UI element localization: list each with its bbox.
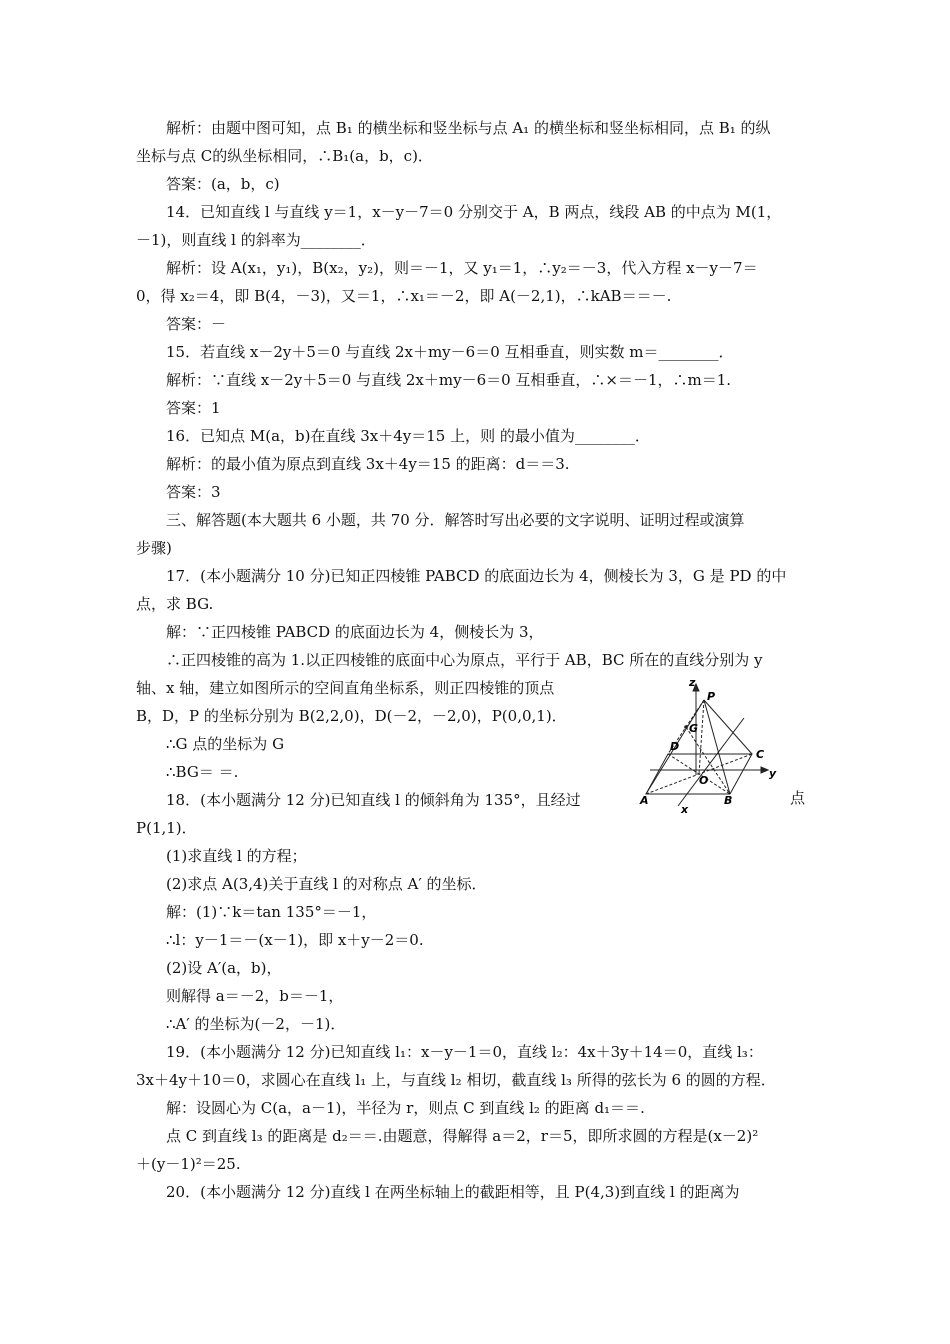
- text-line: 解：∵正四棱锥 PABCD 的底面边长为 4，侧棱长为 3，: [166, 623, 544, 641]
- text-line: 解析：设 A(x₁，y₁)，B(x₂，y₂)，则＝－1，又 y₁＝1，∴y₂＝－3，代入方程 x－y－7＝: [166, 259, 758, 277]
- label-g: G: [689, 722, 699, 735]
- text-line: 解：(1)∵k＝tan 135°＝－1，: [166, 903, 377, 921]
- text-line: 坐标与点 C的纵坐标相同，∴B₁(a，b，c)．: [136, 147, 433, 165]
- label-a: A: [640, 794, 649, 807]
- text-line: 则解得 a＝－2，b＝－1，: [166, 987, 344, 1005]
- text-line: 步骤): [136, 539, 172, 557]
- text-line: ∴A′ 的坐标为(－2，－1)．: [166, 1015, 346, 1033]
- text-line: P(1,1)．: [136, 819, 197, 837]
- label-b: B: [724, 794, 733, 807]
- text-line: 14．已知直线 l 与直线 y＝1，x－y－7＝0 分别交于 A，B 两点，线段 AB 的中点为 M(1，: [166, 203, 782, 221]
- text-line: ∴G 点的坐标为 G: [166, 735, 285, 753]
- label-z: z: [689, 676, 696, 689]
- text-line: 答案：(a，b，c): [166, 175, 280, 193]
- text-line: 轴、x 轴，建立如图所示的空间直角坐标系，则正四棱锥的顶点: [136, 679, 555, 697]
- text-line: 解：设圆心为 C(a，a－1)，半径为 r，则点 C 到直线 l₂ 的距离 d₁＝＝.: [166, 1099, 645, 1117]
- text-line: 答案：1: [166, 399, 221, 417]
- pyramid-figure: [632, 670, 782, 815]
- label-y: y: [769, 767, 777, 780]
- point-g: [684, 725, 688, 729]
- text-line: (2)求点 A(3,4)关于直线 l 的对称点 A′ 的坐标．: [166, 875, 487, 893]
- text-line: 20．(本小题满分 12 分)直线 l 在两坐标轴上的截距相等，且 P(4,3)到直线 l 的距离为: [166, 1183, 740, 1201]
- height-po: [699, 700, 704, 774]
- text-line: 解析：的最小值为原点到直线 3x＋4y＝15 的距离：d＝＝3.: [166, 455, 570, 473]
- label-d: D: [670, 740, 680, 753]
- text-fragment: 点: [790, 789, 806, 807]
- text-line: ∴BG＝ ＝.: [166, 763, 239, 781]
- text-line: ∴l：y－1＝－(x－1)，即 x＋y－2＝0.: [166, 931, 424, 949]
- text-line: 18．(本小题满分 12 分)已知直线 l 的倾斜角为 135°，且经过: [166, 791, 581, 809]
- text-line: ∴正四棱锥的高为 1.以正四棱锥的底面中心为原点，平行于 AB，BC 所在的直线分别为 y: [166, 651, 763, 669]
- text-line: 解析：由题中图可知，点 B₁ 的横坐标和竖坐标与点 A₁ 的横坐标和竖坐标相同，点 B₁ 的纵: [166, 119, 771, 137]
- text-line: 答案：3: [166, 483, 221, 501]
- text-line: 三、解答题(本大题共 6 小题，共 70 分．解答时写出必要的文字说明、证明过程或演算: [166, 511, 745, 529]
- text-line: 15．若直线 x－2y＋5＝0 与直线 2x＋my－6＝0 互相垂直，则实数 m＝________．: [166, 343, 734, 361]
- label-p: P: [707, 690, 716, 703]
- text-line: 答案：－: [166, 315, 227, 333]
- text-line: 0，得 x₂＝4，即 B(4，－3)，又＝1，∴x₁＝－2，即 A(－2,1)，∴kAB＝＝－.: [136, 287, 672, 305]
- label-c: C: [756, 748, 765, 761]
- text-line: 点，求 BG.: [136, 595, 214, 613]
- text-line: 19．(本小题满分 12 分)已知直线 l₁：x－y－1＝0，直线 l₂：4x＋3y＋14＝0，直线 l₃：: [166, 1043, 763, 1061]
- x-axis: [678, 718, 744, 806]
- text-line: 17．(本小题满分 10 分)已知正四棱锥 PABCD 的底面边长为 4，侧棱长为 3，G 是 PD 的中: [166, 567, 787, 585]
- text-line: 16．已知点 M(a，b)在直线 3x＋4y＝15 上，则 的最小值为________．: [166, 427, 650, 445]
- y-arrow: [761, 767, 768, 773]
- text-line: 3x＋4y＋10＝0，求圆心在直线 l₁ 上，与直线 l₂ 相切，截直线 l₃ 所得的弦长为 6 的圆的方程．: [136, 1071, 776, 1089]
- text-line: ＋(y－1)²＝25.: [136, 1155, 241, 1173]
- text-line: B，D，P 的坐标分别为 B(2,2,0)，D(－2，－2,0)，P(0,0,1)．: [136, 707, 567, 725]
- text-line: 解析：∵直线 x－2y＋5＝0 与直线 2x＋my－6＝0 互相垂直，∴×＝－1，∴m＝1.: [166, 371, 732, 389]
- text-line: (2)设 A′(a，b)，: [166, 959, 282, 977]
- text-line: 点 C 到直线 l₃ 的距离是 d₂＝＝.由题意，得解得 a＝2，r＝5，即所求圆的方程是(x－2)²: [166, 1127, 759, 1145]
- text-line: －1)，则直线 l 的斜率为________．: [136, 231, 376, 249]
- label-x: x: [681, 803, 689, 815]
- label-o: O: [699, 774, 709, 787]
- text-line: (1)求直线 l 的方程；: [166, 847, 307, 865]
- pyramid-diagram: [632, 670, 782, 815]
